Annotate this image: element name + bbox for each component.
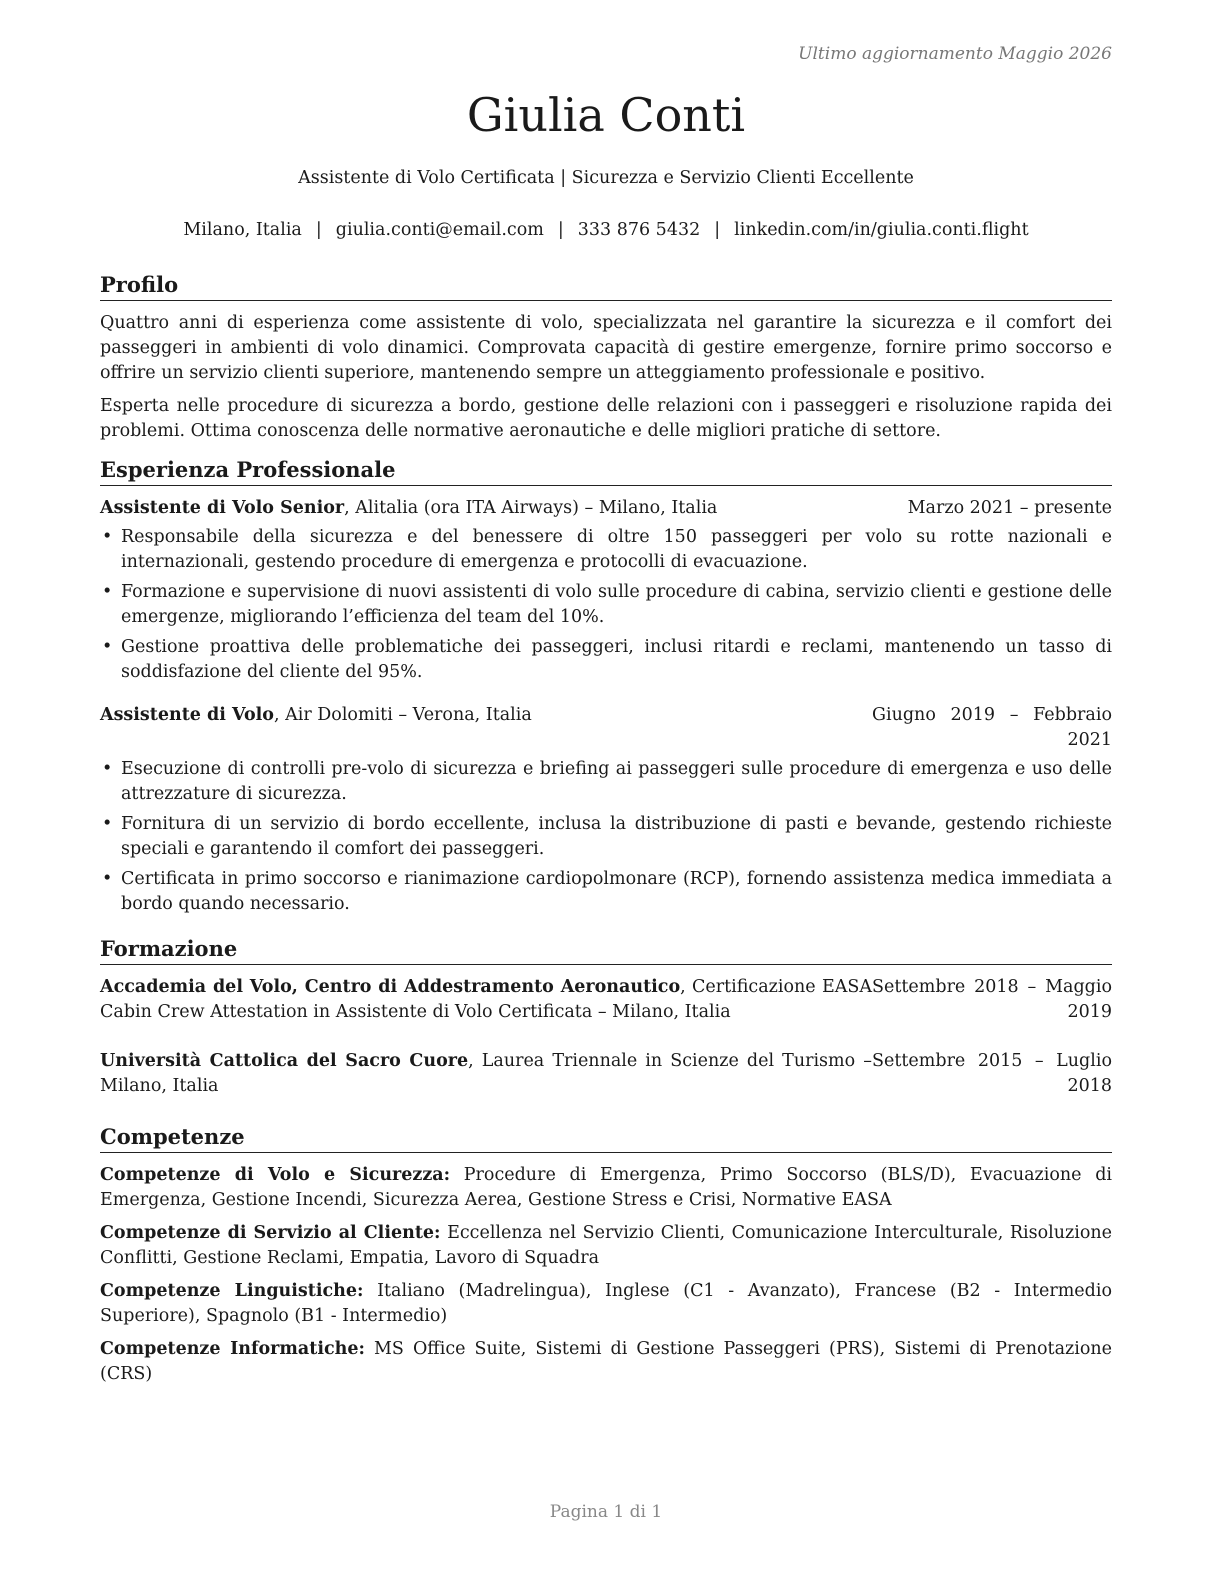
job-dates: Giugno 2019 – Febbraio 2021 bbox=[872, 705, 1112, 750]
education-school: Accademia del Volo, Centro di Addestramento Aeronautico bbox=[100, 977, 681, 997]
job-role: Assistente di Volo bbox=[100, 705, 274, 725]
job-org: , Alitalia (ora ITA Airways) – Milano, Italia bbox=[344, 498, 718, 518]
skill-label: Competenze Informatiche: bbox=[100, 1339, 365, 1359]
contact-line bbox=[100, 220, 1112, 240]
education-dates: Settembre 2015 – Luglio 2018 bbox=[872, 1051, 1112, 1096]
skill-line bbox=[100, 1163, 1112, 1213]
education-section bbox=[100, 935, 1112, 1099]
profile-paragraph: Quattro anni di esperienza come assistente di volo, specializzata nel garantire la sicurezza e il comfort dei passeggeri in ambienti di volo dinamici. Comprovata capacità di gestire emergenze, fornire primo soccorso e offrire un servizio clienti superiore, mantenendo sempre un atteggiamento professionale e positivo. bbox=[100, 313, 1112, 383]
skills-section bbox=[100, 1123, 1112, 1387]
resume-body bbox=[100, 271, 1112, 1399]
job-bullet: • Gestione proattiva delle problematiche dei passeggeri, inclusi ritardi e reclami, mantenendo un tasso di soddisfazione del cliente del 95%. bbox=[100, 635, 1112, 685]
skill-value: MS Office Suite, Sistemi di Gestione Passeggeri (PRS), Sistemi di Prenotazione (CRS) bbox=[100, 1339, 1113, 1384]
section-title: Esperienza Professionale bbox=[100, 456, 1112, 486]
job-entry bbox=[100, 703, 1112, 917]
skill-value: Italiano (Madrelingua), Inglese (C1 - Avanzato), Francese (B2 - Intermedio Superiore), Spagnolo (B1 - Intermedio) bbox=[100, 1281, 1112, 1326]
job-bullet: • Esecuzione di controlli pre-volo di sicurezza e briefing ai passeggeri sulle procedure di emergenza e uso delle attrezzature di sicurezza. bbox=[100, 757, 1112, 807]
job-bullet: • Fornitura di un servizio di bordo eccellente, inclusa la distribuzione di pasti e bevande, gestendo richieste speciali e garantendo il comfort dei passeggeri. bbox=[100, 812, 1112, 862]
skill-line bbox=[100, 1337, 1112, 1387]
last-updated: Ultimo aggiornamento Maggio 2026 bbox=[798, 44, 1112, 64]
contact-location: Milano, Italia bbox=[183, 220, 302, 240]
tagline: Assistente di Volo Certificata | Sicurezza e Servizio Clienti Eccellente bbox=[298, 168, 914, 188]
contact-separator: | bbox=[557, 220, 564, 240]
education-entry bbox=[100, 1049, 1112, 1099]
job-bullets bbox=[100, 525, 1112, 685]
contact-email[interactable]: giulia.conti@email.com bbox=[335, 220, 544, 240]
skill-label: Competenze di Servizio al Cliente: bbox=[100, 1223, 441, 1243]
section-title: Competenze bbox=[100, 1123, 1112, 1153]
job-header bbox=[100, 703, 1112, 753]
education-dates: Settembre 2018 – Maggio 2019 bbox=[872, 977, 1112, 1022]
job-bullet: • Formazione e supervisione di nuovi assistenti di volo sulle procedure di cabina, servizio clienti e gestione delle emergenze, migliorando l’efficienza del team del 10%. bbox=[100, 580, 1112, 630]
education-entry bbox=[100, 975, 1112, 1025]
resume-page bbox=[100, 0, 1112, 1584]
job-header bbox=[100, 496, 1112, 521]
skill-label: Competenze di Volo e Sicurezza: bbox=[100, 1165, 451, 1185]
education-school: Università Cattolica del Sacro Cuore bbox=[100, 1051, 469, 1071]
candidate-name: Giulia Conti bbox=[466, 88, 746, 142]
section-title: Formazione bbox=[100, 935, 1112, 965]
education-detail: , Certificazione EASA Cabin Crew Attestation in Assistente di Volo Certificata – Milano, Italia bbox=[100, 977, 872, 1022]
contact-phone: 333 876 5432 bbox=[577, 220, 701, 240]
experience-section bbox=[100, 456, 1112, 917]
job-bullet: • Responsabile della sicurezza e del benessere di oltre 150 passeggeri per volo su rotte nazionali e internazionali, gestendo procedure di emergenza e protocolli di evacuazione. bbox=[100, 525, 1112, 575]
skill-label: Competenze Linguistiche: bbox=[100, 1281, 364, 1301]
job-dates: Marzo 2021 – presente bbox=[907, 498, 1112, 518]
skill-line bbox=[100, 1279, 1112, 1329]
job-bullet: • Certificata in primo soccorso e rianimazione cardiopolmonare (RCP), fornendo assistenza medica immediata a bordo quando necessario. bbox=[100, 867, 1112, 917]
skill-value: Procedure di Emergenza, Primo Soccorso (BLS/D), Evacuazione di Emergenza, Gestione Incendi, Sicurezza Aerea, Gestione Stress e Crisi, Normative EASA bbox=[100, 1165, 1113, 1210]
page-number: Pagina 1 di 1 bbox=[549, 1502, 663, 1522]
profile-section bbox=[100, 271, 1112, 444]
profile-paragraph: Esperta nelle procedure di sicurezza a bordo, gestione delle relazioni con i passeggeri e risoluzione rapida dei problemi. Ottima conoscenza delle normative aeronautiche e delle migliori pratiche di settore. bbox=[100, 396, 1112, 441]
job-org: , Air Dolomiti – Verona, Italia bbox=[273, 705, 532, 725]
contact-linkedin[interactable]: linkedin.com/in/giulia.conti.flight bbox=[734, 220, 1029, 240]
job-bullets bbox=[100, 757, 1112, 917]
education-detail: , Laurea Triennale in Scienze del Turismo – Milano, Italia bbox=[100, 1051, 872, 1096]
contact-separator: | bbox=[315, 220, 322, 240]
job-entry bbox=[100, 496, 1112, 685]
section-title: Profilo bbox=[100, 271, 1112, 301]
contact-separator: | bbox=[714, 220, 721, 240]
skill-line bbox=[100, 1221, 1112, 1271]
skill-value: Eccellenza nel Servizio Clienti, Comunicazione Interculturale, Risoluzione Conflitti, Gestione Reclami, Empatia, Lavoro di Squadra bbox=[100, 1223, 1112, 1268]
job-role: Assistente di Volo Senior bbox=[100, 498, 345, 518]
